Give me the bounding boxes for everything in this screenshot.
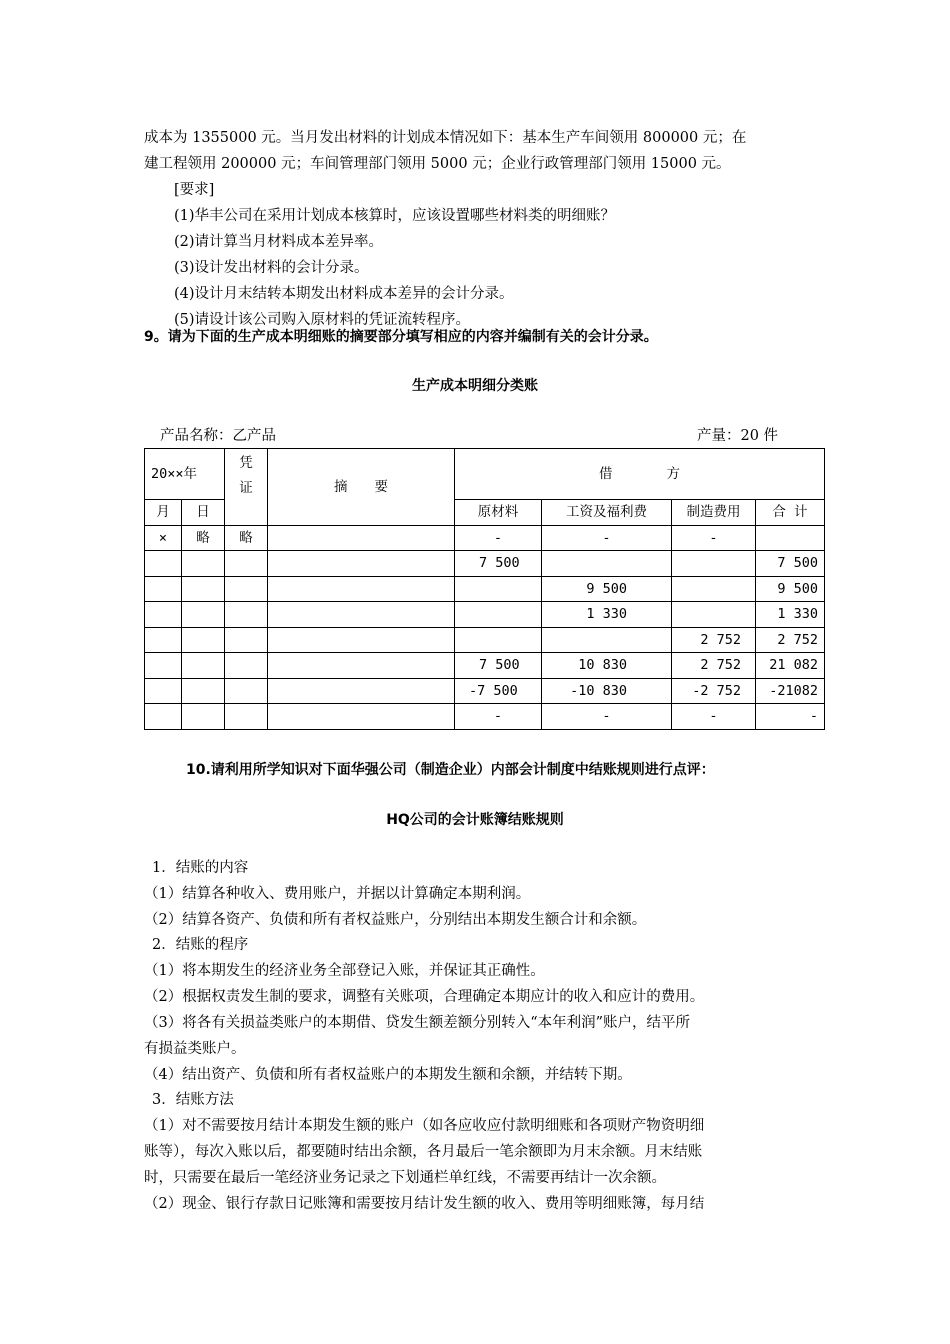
requirement-item: (5)请设计该公司购入原材料的凭证流转程序。 [174, 312, 471, 328]
cell-wages [542, 551, 672, 577]
cell-day [182, 602, 225, 628]
cell-summary [268, 653, 455, 679]
rule-line: 3．结账方法 [152, 1092, 234, 1108]
rule-line: 时，只需要在最后一笔经济业务记录之下划通栏单红线，不需要再结计一次余额。 [144, 1170, 666, 1186]
cell-materials [455, 602, 542, 628]
cell-total: 2 752 [756, 627, 825, 653]
requirement-item: (4)设计月末结转本期发出材料成本差异的会计分录。 [174, 286, 514, 302]
cell-summary [268, 678, 455, 704]
table-row [145, 704, 825, 730]
cell-voucher [225, 653, 268, 679]
cell-summary [268, 525, 455, 551]
cell-month: × [145, 525, 182, 551]
rule-line: 1．结账的内容 [152, 860, 249, 876]
requirement-item: (1)华丰公司在采用计划成本核算时，应该设置哪些材料类的明细账？ [174, 208, 616, 224]
requirement-item: (2)请计算当月材料成本差异率。 [174, 234, 384, 250]
cell-materials: -7 500 [455, 678, 542, 704]
cell-day [182, 678, 225, 704]
cell-total: 1 330 [756, 602, 825, 628]
table-row [145, 602, 825, 628]
header-materials: 原材料 [455, 500, 542, 526]
requirements-heading: [要求] [174, 182, 215, 198]
cell-month [145, 704, 182, 730]
requirement-item: (3)设计发出材料的会计分录。 [174, 260, 369, 276]
cell-total: 7 500 [756, 551, 825, 577]
cell-month [145, 627, 182, 653]
cell-voucher [225, 704, 268, 730]
cell-summary [268, 551, 455, 577]
cell-overhead: - [672, 704, 756, 730]
cell-overhead [672, 602, 756, 628]
cell-voucher: 略 [225, 525, 268, 551]
cell-summary [268, 576, 455, 602]
cell-summary [268, 704, 455, 730]
header-wages: 工资及福利费 [542, 500, 672, 526]
table-row [145, 678, 825, 704]
rule-line: 有损益类账户。 [144, 1041, 246, 1057]
rule-line: （1）结算各种收入、费用账户，并据以计算确定本期利润。 [144, 886, 531, 902]
cell-summary [268, 627, 455, 653]
header-month: 月 [145, 500, 182, 526]
cell-wages: -10 830 [542, 678, 672, 704]
rule-line: （3）将各有关损益类账户的本期借、贷发生额差额分别转入“本年利润”账户，结平所 [144, 1015, 691, 1031]
question-9: 9。请为下面的生产成本明细账的摘要部分填写相应的内容并编制有关的会计分录。 [144, 329, 658, 345]
cell-day [182, 551, 225, 577]
intro-line-1: 成本为 1355000 元。当月发出材料的计划成本情况如下：基本生产车间领用 800000 元；在 [144, 130, 747, 146]
cell-month [145, 653, 182, 679]
rule-line: （1）将本期发生的经济业务全部登记入账，并保证其正确性。 [144, 963, 545, 979]
rule-line: 账等），每次入账以后，都要随时结出余额，各月最后一笔余额即为月末余额。月末结账 [144, 1144, 703, 1160]
cell-wages: 9 500 [542, 576, 672, 602]
cell-overhead: 2 752 [672, 627, 756, 653]
cell-voucher [225, 551, 268, 577]
rule-line: （1）对不需要按月结计本期发生额的账户（如各应收应付款明细账和各项财产物资明细 [144, 1118, 705, 1134]
rule-line: （2）现金、银行存款日记账簿和需要按月结计发生额的收入、费用等明细账簿，每月结 [144, 1196, 705, 1212]
cell-month [145, 602, 182, 628]
rule-line: （2）结算各资产、负债和所有者权益账户，分别结出本期发生额合计和余额。 [144, 912, 647, 928]
rule-line: （4）结出资产、负债和所有者权益账户的本期发生额和余额，并结转下期。 [144, 1067, 632, 1083]
header-year [145, 449, 225, 500]
cell-day [182, 653, 225, 679]
header-year-text: 20××年 [151, 465, 198, 482]
cell-wages: - [542, 525, 672, 551]
cell-overhead: 2 752 [672, 653, 756, 679]
cell-materials [455, 576, 542, 602]
cell-overhead: - [672, 525, 756, 551]
cell-total: -21082 [756, 678, 825, 704]
header-day: 日 [182, 500, 225, 526]
header-summary: 摘 要 [268, 449, 455, 526]
cell-materials: 7 500 [455, 551, 542, 577]
output-quantity: 产量：20 件 [697, 428, 779, 444]
header-voucher-text: 凭证 [239, 455, 253, 496]
cell-day: 略 [182, 525, 225, 551]
cell-total: - [756, 704, 825, 730]
ledger-table [144, 448, 825, 730]
question-10: 10.请利用所学知识对下面华强公司（制造企业）内部会计制度中结账规则进行点评： [186, 762, 715, 778]
cell-overhead [672, 551, 756, 577]
cell-day [182, 704, 225, 730]
header-total: 合 计 [756, 500, 825, 526]
cell-voucher [225, 678, 268, 704]
cell-voucher [225, 602, 268, 628]
rule-line: （2）根据权责发生制的要求，调整有关账项，合理确定本期应计的收入和应计的费用。 [144, 989, 705, 1005]
table-row [145, 627, 825, 653]
table-row [145, 525, 825, 551]
intro-line-2: 建工程领用 200000 元；车间管理部门领用 5000 元；企业行政管理部门领用 15000 元。 [144, 156, 731, 172]
cell-day [182, 627, 225, 653]
cell-materials [455, 627, 542, 653]
cell-materials: - [455, 525, 542, 551]
cell-voucher [225, 627, 268, 653]
ledger-title: 生产成本明细分类账 [412, 378, 538, 394]
cell-wages [542, 627, 672, 653]
cell-voucher [225, 576, 268, 602]
cell-month [145, 576, 182, 602]
cell-materials: - [455, 704, 542, 730]
cell-total: 21 082 [756, 653, 825, 679]
table-row [145, 551, 825, 577]
header-overhead: 制造费用 [672, 500, 756, 526]
cell-wages: 10 830 [542, 653, 672, 679]
cell-month [145, 678, 182, 704]
header-debit: 借 方 [455, 449, 825, 500]
cell-wages: 1 330 [542, 602, 672, 628]
cell-materials: 7 500 [455, 653, 542, 679]
cell-overhead [672, 576, 756, 602]
cell-day [182, 576, 225, 602]
cell-month [145, 551, 182, 577]
product-name: 产品名称：乙产品 [160, 428, 276, 444]
table-row [145, 576, 825, 602]
cell-total: 9 500 [756, 576, 825, 602]
rules-title: HQ公司的会计账簿结账规则 [386, 812, 564, 828]
cell-wages: - [542, 704, 672, 730]
table-row [145, 653, 825, 679]
header-voucher [225, 449, 268, 526]
cell-summary [268, 602, 455, 628]
cell-overhead: -2 752 [672, 678, 756, 704]
rule-line: 2．结账的程序 [152, 937, 249, 953]
cell-total [756, 525, 825, 551]
